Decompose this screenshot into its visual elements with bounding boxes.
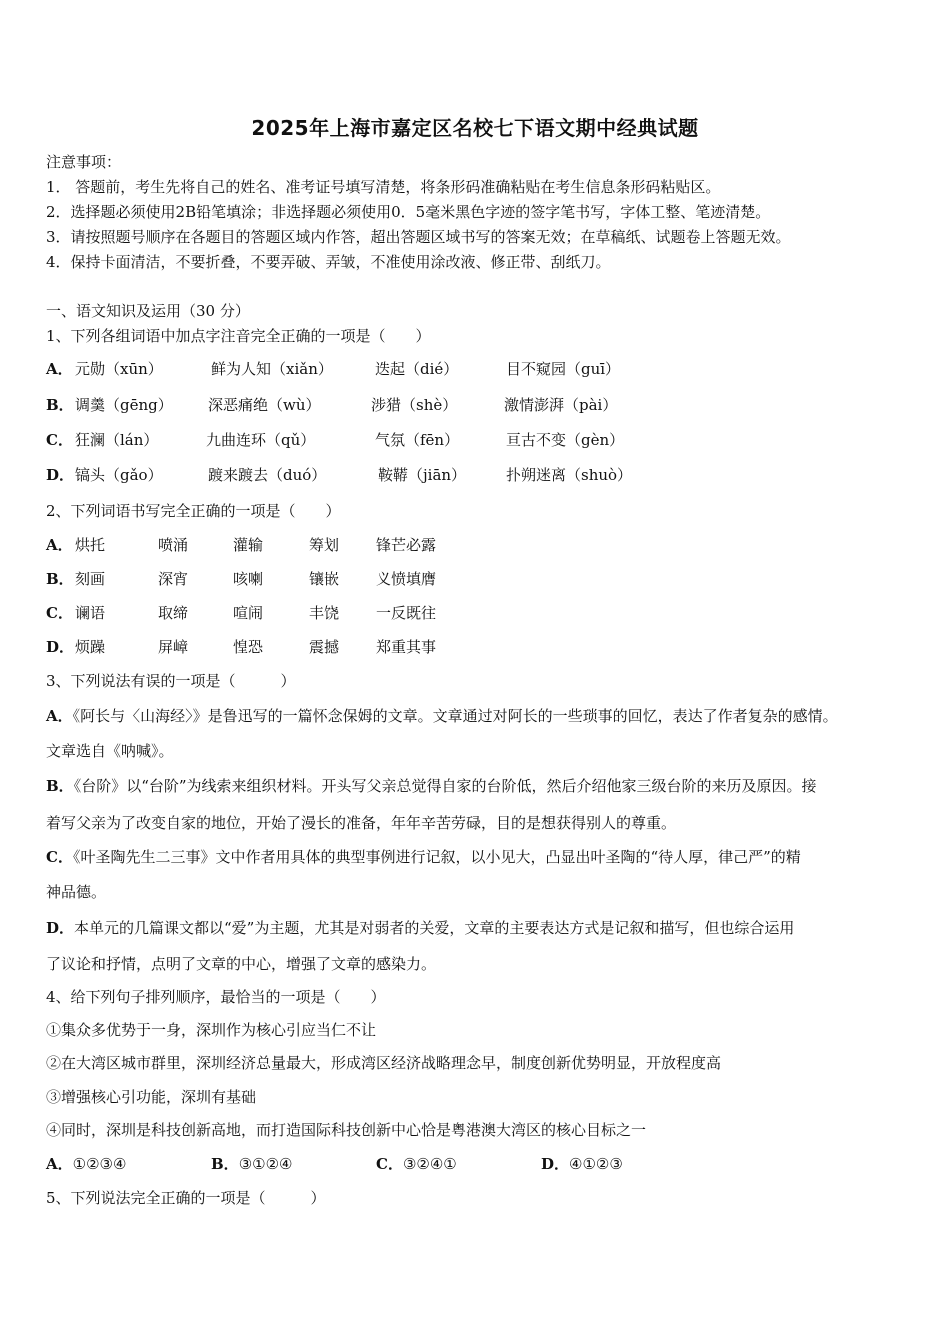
- option-item: 烦躁: [75, 638, 106, 656]
- sentence-item: ④同时，深圳是科技创新高地，而打造国际科技创新中心恰是粤港澳大湾区的核心目标之一: [46, 1121, 647, 1139]
- option-item: 义愤填膺: [376, 570, 437, 588]
- option-text: 《阿长与〈山海经〉》是鲁迅写的一篇怀念保姆的文章。文章通过对阿长的一些琐事的回忆，表达了作者复杂的感情。: [72, 707, 838, 725]
- option-item: 调羹（gēng）: [75, 396, 173, 414]
- section-heading: 一、语文知识及运用（30 分）: [46, 302, 250, 320]
- option-item: 刻画: [75, 570, 106, 588]
- option-item: 咳喇: [233, 570, 264, 588]
- option-item: 踱来踱去（duó）: [208, 466, 327, 484]
- option-item: 扑朔迷离（shuò）: [506, 466, 633, 484]
- option-item: 气氛（fēn）: [375, 431, 460, 449]
- option-item: 迭起（dié）: [375, 360, 459, 378]
- option-item: 丰饶: [309, 604, 340, 622]
- option-item: 锋芒必露: [376, 536, 437, 554]
- option-item: 深恶痛绝（wù）: [208, 396, 321, 414]
- notice-item: 2．选择题必须使用2B铅笔填涂；非选择题必须使用0．5毫米黑色字迹的签字笔书写，字体工整、笔迹清楚。: [46, 203, 771, 221]
- option-label: D．: [46, 466, 75, 484]
- option-label: A．: [46, 360, 73, 378]
- option-label: C．: [46, 848, 73, 866]
- option-item: 深宵: [158, 570, 189, 588]
- option-item: 郑重其事: [376, 638, 437, 656]
- option-label: B．: [46, 777, 74, 795]
- option-text-continued: 了议论和抒情，点明了文章的中心，增强了文章的感染力。: [46, 955, 437, 973]
- option-d: D．④①②③: [541, 1155, 623, 1173]
- option-a: A．①②③④: [46, 1155, 127, 1173]
- option-item: 喧闹: [233, 604, 264, 622]
- question-3-stem: 3、下列说法有误的一项是（ ）: [46, 672, 296, 690]
- option-label: B．: [46, 396, 74, 414]
- notice-heading: 注意事项：: [46, 153, 122, 171]
- question-1-stem: 1、下列各组词语中加点字注音完全正确的一项是（ ）: [46, 327, 431, 345]
- option-item: 谰语: [75, 604, 106, 622]
- option-item: 灌输: [233, 536, 264, 554]
- option-item: 激情澎湃（pài）: [504, 396, 618, 414]
- option-item: 惶恐: [233, 638, 264, 656]
- question-4-stem: 4、给下列句子排列顺序，最恰当的一项是（ ）: [46, 988, 386, 1006]
- option-b: B．③①②④: [211, 1155, 293, 1173]
- option-label: B．: [46, 570, 74, 588]
- option-label: A．: [46, 536, 73, 554]
- option-text: 《叶圣陶先生二三事》文中作者用具体的典型事例进行记叙，以小见大，凸显出叶圣陶的“待人厚，律己严”的精: [72, 848, 801, 866]
- option-item: 取缔: [158, 604, 189, 622]
- option-label: D．: [46, 638, 75, 656]
- option-item: 目不窥园（guī）: [506, 360, 621, 378]
- option-text: 本单元的几篇课文都以“爱”为主题，尤其是对弱者的关爱，文章的主要表达方式是记叙和描写，但也综合运用: [74, 919, 795, 937]
- notice-item: 3．请按照题号顺序在各题目的答题区域内作答，超出答题区域书写的答案无效；在草稿纸、试题卷上答题无效。: [46, 228, 791, 246]
- option-text-continued: 文章选自《呐喊》。: [46, 742, 174, 760]
- notice-item: 4．保持卡面清洁，不要折叠，不要弄破、弄皱，不准使用涂改液、修正带、刮纸刀。: [46, 253, 611, 271]
- option-c: C．③②④①: [376, 1155, 457, 1173]
- option-item: 元勋（xūn）: [75, 360, 163, 378]
- option-label: A．: [46, 707, 73, 725]
- option-item: 筹划: [309, 536, 340, 554]
- option-item: 亘古不变（gèn）: [506, 431, 625, 449]
- option-item: 屏嶂: [158, 638, 189, 656]
- option-text-continued: 着写父亲为了改变自家的地位，开始了漫长的准备，年年辛苦劳碌，目的是想获得别人的尊重。: [46, 814, 677, 832]
- sentence-item: ③增强核心引功能，深圳有基础: [46, 1088, 257, 1106]
- option-label: C．: [46, 604, 73, 622]
- question-2-stem: 2、下列词语书写完全正确的一项是（ ）: [46, 502, 341, 520]
- option-item: 烘托: [75, 536, 106, 554]
- option-label: D．: [46, 919, 75, 937]
- notice-item: 1． 答题前，考生先将自己的姓名、准考证号填写清楚，将条形码准确粘贴在考生信息条形码粘贴区。: [46, 178, 721, 196]
- option-item: 涉猎（shè）: [371, 396, 458, 414]
- option-item: 狂澜（lán）: [75, 431, 159, 449]
- sentence-item: ②在大湾区城市群里，深圳经济总量最大，形成湾区经济战略理念早，制度创新优势明显，开放程度高: [46, 1054, 722, 1072]
- option-item: 镐头（gǎo）: [75, 466, 163, 484]
- option-item: 九曲连环（qǔ）: [206, 431, 316, 449]
- option-item: 震撼: [309, 638, 340, 656]
- option-item: 鞍鞯（jiān）: [378, 466, 467, 484]
- option-text-continued: 神品德。: [46, 883, 107, 901]
- option-item: 镶嵌: [309, 570, 340, 588]
- option-label: C．: [46, 431, 73, 449]
- option-item: 喷涌: [158, 536, 189, 554]
- page-title: 2025年上海市嘉定区名校七下语文期中经典试题: [251, 116, 699, 140]
- option-text: 《台阶》以“台阶”为线索来组织材料。开头写父亲总觉得自家的台阶低，然后介绍他家三级台阶的来历及原因。接: [73, 777, 817, 795]
- question-5-stem: 5、下列说法完全正确的一项是（ ）: [46, 1189, 326, 1207]
- sentence-item: ①集众多优势于一身，深圳作为核心引应当仁不让: [46, 1021, 377, 1039]
- option-item: 一反既往: [376, 604, 437, 622]
- option-item: 鲜为人知（xiǎn）: [211, 360, 333, 378]
